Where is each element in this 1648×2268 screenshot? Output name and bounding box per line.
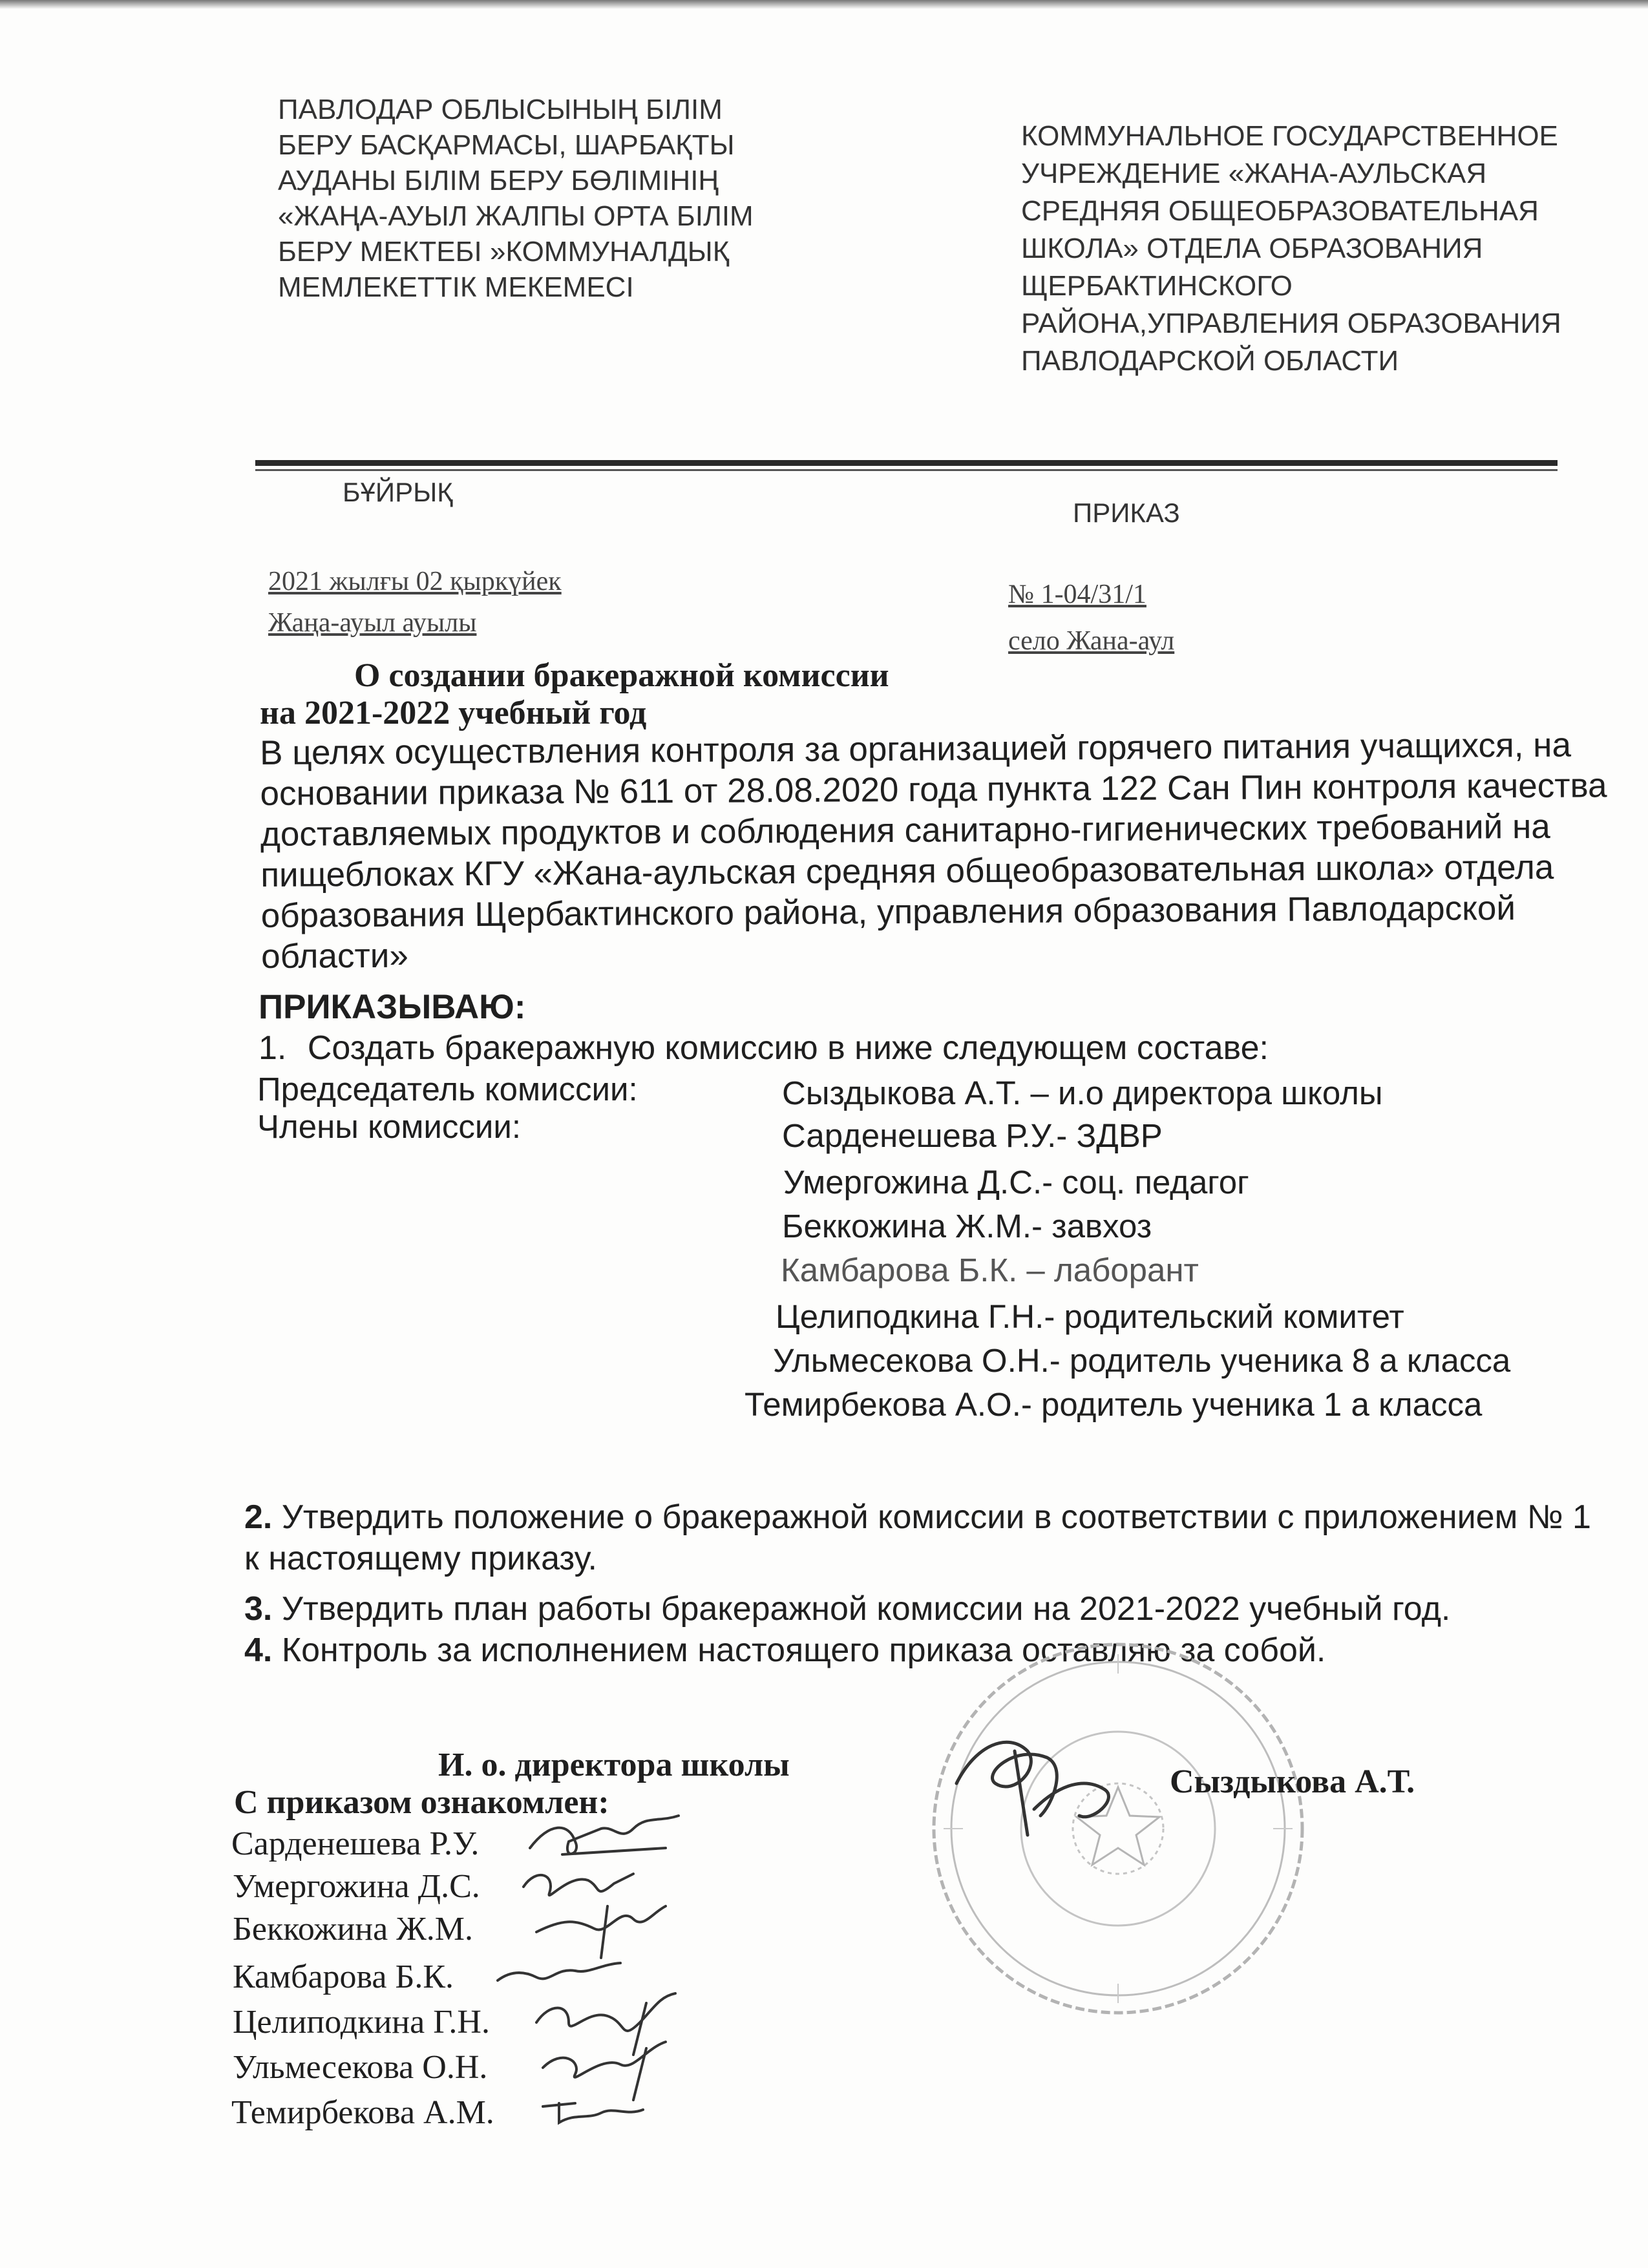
place-kz: Жаңа-ауыл ауылы [268, 608, 477, 638]
item-text: Создать бракеражную комиссию в ниже следующем составе: [307, 1029, 1269, 1067]
item-text: Контроль за исполнением настоящего приказа оставляю за собой. [281, 1632, 1326, 1669]
header-left-line: «ЖАҢА-АУЫЛ ЖАЛПЫ ОРТА БІЛІМ [278, 200, 754, 232]
place-ru: село Жана-аул [1008, 626, 1175, 656]
item-3 [244, 1590, 1450, 1628]
header-right-line: СРЕДНЯЯ ОБЩЕОБРАЗОВАТЕЛЬНАЯ [1021, 195, 1539, 227]
item-number: 4. [244, 1632, 273, 1669]
header-left-line: БЕРУ МЕКТЕБІ »КОММУНАЛДЫҚ [278, 236, 730, 268]
member-line: Темирбекова А.О.- родитель ученика 1 а класса [745, 1386, 1483, 1423]
ack-name: Целиподкина Г.Н. [233, 2004, 490, 2041]
date-kz: 2021 жылғы 02 қыркүйек [268, 567, 562, 596]
header-left-kz [278, 92, 754, 305]
item-1 [259, 1029, 1269, 1067]
ack-name: Ульмесекова О.Н. [233, 2049, 488, 2086]
header-right-line: УЧРЕЖДЕНИЕ «ЖАНА-АУЛЬСКАЯ [1021, 158, 1487, 189]
member-line: Умергожина Д.С.- соц. педагог [783, 1164, 1249, 1201]
item-text: к настоящему приказу. [244, 1540, 597, 1577]
header-right-line: ПАВЛОДАРСКОЙ ОБЛАСТИ [1021, 345, 1399, 377]
chair-label: Председатель комиссии: [257, 1071, 638, 1108]
header-left-line: БЕРУ БАСҚАРМАСЫ, ШАРБАҚТЫ [278, 129, 735, 161]
ack-title: С приказом ознакомлен: [234, 1784, 609, 1821]
header-left-line: МЕМЛЕКЕТТІК МЕКЕМЕСІ [278, 271, 634, 303]
item-text: Утвердить положение о бракеражной комиссии в соответствии с приложением № 1 [281, 1498, 1591, 1536]
item-number: 1. [259, 1029, 287, 1067]
item-2 [244, 1496, 1591, 1579]
header-left-line: АУДАНЫ БІЛІМ БЕРУ БӨЛІМІНІҢ [278, 165, 719, 196]
ack-name: Беккожина Ж.М. [233, 1911, 474, 1948]
header-left-line: ПАВЛОДАР ОБЛЫСЫНЫҢ БІЛІМ [278, 94, 723, 125]
doc-type-kz: БҰЙРЫҚ [343, 477, 453, 507]
doc-type-ru: ПРИКАЗ [1073, 498, 1180, 528]
preamble-line: В целях осуществления контроля за организацией горячего питания учащихся, на [260, 726, 1572, 772]
title-line-1: О создании бракеражной комиссии [354, 657, 889, 694]
preamble [260, 724, 1608, 977]
header-right-line: ЩЕРБАКТИНСКОГО [1021, 270, 1293, 302]
preamble-line: доставляемых продуктов и соблюдения санитарно-гигиенических требований на [260, 807, 1550, 854]
ack-name: Темирбекова А.М. [231, 2094, 494, 2131]
scan-edge-shadow [0, 0, 1648, 9]
item-number: 2. [244, 1498, 273, 1536]
preamble-line: пищеблоках КГУ «Жана-аульская средняя общеобразовательная школа» отдела [260, 848, 1554, 894]
header-divider-thin [255, 469, 1558, 471]
member-line: Камбарова Б.К. – лаборант [781, 1252, 1199, 1288]
signer-name: Сыздыкова А.Т. [1170, 1763, 1415, 1800]
member-line: Сарденешева Р.У.- ЗДВР [782, 1117, 1163, 1154]
header-right-line: РАЙОНА,УПРАВЛЕНИЯ ОБРАЗОВАНИЯ [1021, 308, 1561, 339]
ack-name: Умергожина Д.С. [233, 1868, 480, 1905]
header-right-ru [1021, 118, 1561, 380]
handwritten-signature-icon [536, 2087, 653, 2132]
header-right-line: ШКОЛА» ОТДЕЛА ОБРАЗОВАНИЯ [1021, 233, 1483, 264]
ack-name: Камбарова Б.К. [233, 1958, 454, 1995]
member-line: Беккожина Ж.М.- завхоз [782, 1208, 1152, 1244]
order-word: ПРИКАЗЫВАЮ: [259, 988, 526, 1026]
signer-title: И. о. директора школы [438, 1747, 790, 1783]
member-line: Ульмесекова О.Н.- родитель ученика 8 а класса [773, 1342, 1511, 1379]
chair-value: Сыздыкова А.Т. – и.о директора школы [782, 1075, 1383, 1111]
members-label: Члены комиссии: [257, 1108, 522, 1145]
item-text: Утвердить план работы бракеражной комиссии на 2021-2022 учебный год. [281, 1590, 1451, 1628]
handwritten-signature-icon [937, 1706, 1144, 1848]
order-number: № 1-04/31/1 [1008, 580, 1146, 609]
member-line: Целиподкина Г.Н.- родительский комитет [776, 1298, 1404, 1335]
preamble-line: образования Щербактинского района, управления образования Павлодарской [260, 889, 1516, 935]
title-line-2: на 2021-2022 учебный год [260, 695, 647, 731]
header-divider-thick [255, 460, 1558, 466]
header-right-line: КОММУНАЛЬНОЕ ГОСУДАРСТВЕННОЕ [1021, 120, 1558, 152]
preamble-line: основании приказа № 611 от 28.08.2020 года пункта 122 Сан Пин контроля качества [260, 766, 1607, 813]
ack-name: Сарденешева Р.У. [231, 1825, 480, 1862]
preamble-line: области» [260, 936, 409, 976]
item-number: 3. [244, 1590, 273, 1628]
